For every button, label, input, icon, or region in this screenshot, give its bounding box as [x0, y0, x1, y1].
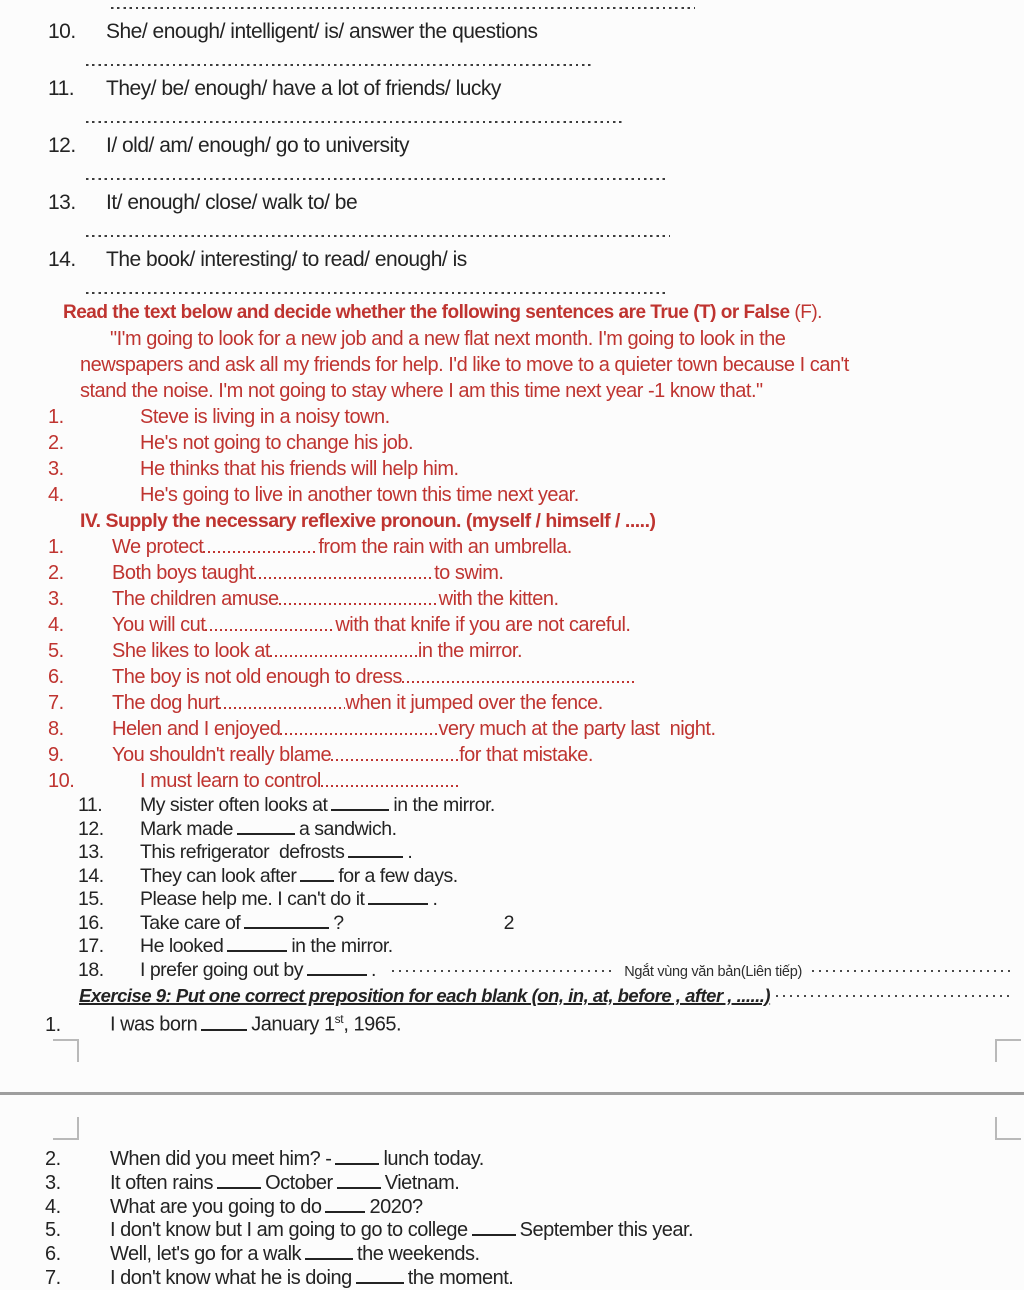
text-run: .: [407, 841, 413, 863]
blank-line: [305, 1246, 353, 1260]
exercise9-heading: Exercise 9: Put one correct preposition for each blank (on, in, at, before , after , ......): [79, 985, 771, 1006]
fill-blank-item: [0, 865, 1024, 889]
item-number: 2.: [48, 562, 64, 584]
item-text: [140, 482, 1024, 508]
fill-blank-item: [0, 1219, 1024, 1243]
fill-blank-item: [0, 959, 1024, 985]
fill-blank-item: [0, 560, 1024, 586]
passage-text: [80, 328, 785, 350]
item-text: [112, 768, 1024, 794]
text-run: Please help me. I can't do it: [140, 888, 365, 910]
blank-line: [203, 541, 318, 553]
blank-line: [331, 797, 389, 811]
item-text: [106, 189, 1024, 216]
fill-blank-item: [0, 1196, 1024, 1220]
dotted-answer-line: [86, 177, 669, 180]
text-run: When did you meet him? -: [110, 1148, 332, 1171]
true-false-item: [0, 430, 1024, 456]
text-run: I prefer going out by: [140, 958, 303, 981]
item-text: [112, 612, 1024, 638]
blank-line: [368, 891, 428, 905]
text-run: The boy is not old enough to dress: [112, 666, 402, 688]
text-run: the moment.: [407, 1266, 514, 1289]
reading-passage: [0, 326, 1024, 404]
dotted-answer-line: [86, 234, 670, 237]
item-text: [112, 716, 1024, 742]
section-break-dots: [812, 970, 1010, 972]
exercise9-items-page1: [0, 1008, 1024, 1037]
item-number: 3.: [45, 1171, 61, 1194]
item-text: [112, 690, 1024, 716]
section-break-dots: [392, 970, 614, 972]
text-run: She/ enough/ intelligent/ is/ answer the questions: [106, 20, 538, 43]
page1-bottom-left-crop-mark: [53, 1039, 79, 1062]
item-number: 1.: [45, 1013, 61, 1036]
page2-top-left-crop-mark: [53, 1117, 79, 1140]
fill-blank-item: [0, 612, 1024, 638]
blank-line: [227, 938, 287, 952]
passage-text: [80, 380, 763, 402]
text-run: I was born: [110, 1013, 198, 1036]
fill-blank-item: [0, 841, 1024, 865]
item-number: 10.: [48, 20, 76, 43]
dotted-answer-line: [86, 120, 622, 123]
item-text: [110, 1243, 1024, 1267]
item-text: [112, 586, 1024, 612]
item-number: 17.: [78, 935, 104, 957]
text-run: ?: [333, 911, 344, 934]
text-run: October: [265, 1171, 333, 1194]
blank-line: [402, 671, 637, 683]
black-items-list: [0, 794, 1024, 959]
item-number: 2.: [48, 432, 64, 454]
item-text: [112, 742, 1024, 768]
passage-line: [0, 352, 1024, 378]
item-text: [140, 912, 1024, 936]
text-run: very much at the party last night.: [438, 718, 716, 740]
item-text: [140, 404, 1024, 430]
true-false-heading: [0, 300, 1024, 326]
text-run: You will cut: [112, 614, 206, 636]
blank-line: [348, 844, 403, 858]
text-run: Well, let's go for a walk: [110, 1242, 302, 1265]
blank-line: [237, 821, 295, 835]
text-run: I/ old/ am/ enough/ go to university: [106, 134, 410, 157]
text-run: with the kitten.: [438, 588, 559, 610]
text-run: stand the noise. I'm not going to stay where I am this time next year -1 know that.": [80, 380, 763, 402]
blank-line: [244, 915, 329, 929]
item-text: [140, 430, 1024, 456]
text-run: I don't know what he is doing: [110, 1266, 352, 1289]
text-run: They can look after: [140, 864, 297, 887]
dotted-answer-line: [86, 291, 666, 294]
fill-blank-item: [0, 912, 1024, 936]
text-run: newspapers and ask all my friends for help. I'd like to move to a quieter town because I can't: [80, 354, 849, 376]
section-break-label: Ngắt vùng văn bản(Liên tiếp): [624, 963, 802, 980]
fill-blank-item: [0, 716, 1024, 742]
reflexive-items-red: [0, 534, 1024, 794]
text-run: Helen and I enjoyed: [112, 718, 281, 740]
fill-blank-item: [0, 1008, 1024, 1037]
blank-line: [331, 749, 459, 761]
page2-top-right-crop-mark: [995, 1117, 1021, 1140]
item-text: [140, 818, 1024, 842]
blank-line: [300, 868, 334, 882]
fill-blank-item: [0, 586, 1024, 612]
item-number: 8.: [48, 718, 64, 740]
fill-blank-item: [0, 1243, 1024, 1267]
passage-line: [0, 326, 1024, 352]
item-number: 12.: [48, 134, 76, 157]
blank-line: [307, 962, 367, 976]
page1-bottom-right-crop-mark: [995, 1039, 1021, 1062]
item-text: [112, 664, 1024, 690]
text-run: "I'm going to look for a new job and a new flat next month. I'm going to look in the: [110, 328, 786, 350]
blank-line: [280, 723, 438, 735]
true-false-item: [0, 456, 1024, 482]
text-run: for that mistake.: [459, 744, 593, 766]
fill-blank-item: [0, 742, 1024, 768]
text-run: He's going to live in another town this time next year.: [140, 484, 579, 506]
text-run: It/ enough/ close/ walk to/ be: [106, 191, 358, 214]
item-text: [140, 935, 1024, 959]
item-number: 12.: [78, 817, 104, 840]
item-number: 4.: [48, 614, 64, 636]
text-run: in the mirror.: [417, 640, 523, 662]
completion-items-list: [0, 18, 1024, 294]
item-text: [140, 841, 1024, 865]
text-run: for a few days.: [338, 864, 458, 887]
superscript: st: [334, 1012, 344, 1026]
text-run: She likes to look at: [112, 640, 270, 662]
completion-items-section: [0, 0, 1024, 294]
item-text: [110, 1148, 1024, 1172]
blank-line: [279, 593, 439, 605]
page-break-zone: [0, 1037, 1024, 1148]
true-false-item: [0, 482, 1024, 508]
reflexive-heading: IV. Supply the necessary reflexive pronoun. (myself / himself / .....): [80, 510, 656, 532]
item-text: [106, 132, 1024, 159]
item-number: 3.: [48, 458, 64, 480]
item-text: [112, 638, 1024, 664]
text-run: Vietnam.: [384, 1171, 460, 1194]
blank-line: [270, 645, 418, 657]
text-run: lunch today.: [383, 1148, 484, 1171]
item-number: 3.: [48, 588, 64, 610]
item-text: [110, 1267, 1024, 1290]
exercise9-heading-row: [0, 984, 1024, 1008]
item-number: 7.: [48, 692, 64, 714]
item-number: 13.: [78, 841, 104, 863]
passage-line: [0, 378, 1024, 404]
blank-line: [217, 1175, 261, 1189]
list-item: [0, 18, 1024, 66]
item-number: 14.: [48, 248, 76, 271]
fill-blank-item: [0, 664, 1024, 690]
fill-blank-item: [0, 1148, 1024, 1172]
list-item: [0, 246, 1024, 294]
item-number: 6.: [48, 666, 64, 688]
true-false-item: [0, 404, 1024, 430]
text-run: when it jumped over the fence.: [345, 692, 603, 714]
text-run: the weekends.: [357, 1242, 480, 1265]
text-run: This refrigerator defrosts: [140, 841, 345, 863]
item-number: 5.: [45, 1219, 61, 1242]
blank-line: [337, 1175, 381, 1189]
item-text: [110, 1172, 1024, 1196]
text-run: a sandwich.: [299, 817, 397, 840]
exercise9-items-page2: [0, 1148, 1024, 1290]
blank-line: [205, 619, 335, 631]
heading-normal-text: (F).: [789, 302, 822, 323]
list-item: [0, 189, 1024, 237]
text-run: Steve is living in a noisy town.: [140, 406, 390, 428]
text-run: in the mirror.: [393, 794, 495, 816]
item-text: [106, 75, 1024, 102]
blank-line: [356, 1270, 404, 1284]
blank-line: [254, 567, 434, 579]
item-text: [140, 794, 1024, 818]
blank-line: [335, 1151, 379, 1165]
list-item: [0, 132, 1024, 180]
spacer: [80, 344, 110, 345]
text-run: Both boys taught: [112, 562, 255, 584]
text-run: He looked: [140, 935, 224, 957]
text-run: in the mirror.: [291, 935, 393, 957]
text-run: I must learn to control: [140, 770, 321, 792]
item-number: 16.: [78, 911, 104, 934]
text-run: The book/ interesting/ to read/ enough/ is: [106, 248, 467, 271]
text-run: Take care of: [140, 911, 241, 934]
item-number: 4.: [48, 484, 64, 506]
fill-blank-item: [0, 1172, 1024, 1196]
item-text: [140, 888, 1024, 912]
blank-line: [472, 1222, 516, 1236]
item-number: 7.: [45, 1266, 61, 1289]
text-run: .: [432, 888, 438, 910]
text-run: Mark made: [140, 817, 234, 840]
text-run: September this year.: [519, 1219, 694, 1242]
text-run: He's not going to change his job.: [140, 432, 414, 454]
text-run: with that knife if you are not careful.: [335, 614, 631, 636]
item-number: 13.: [48, 191, 76, 214]
dotted-answer-line: [86, 63, 591, 66]
item-number: 6.: [45, 1242, 61, 1265]
reflexive-items-black: [0, 794, 1024, 984]
item-number: 4.: [45, 1195, 61, 1218]
text-run: You shouldn't really blame: [112, 744, 332, 766]
item-text: [112, 534, 1024, 560]
text-run: to swim.: [434, 562, 504, 584]
text-run: from the rain with an umbrella.: [318, 536, 572, 558]
item-number: 15.: [78, 888, 104, 910]
item-number: 1.: [48, 536, 64, 558]
fill-blank-item: [0, 1267, 1024, 1290]
list-item: [0, 75, 1024, 123]
item-text: [140, 456, 1024, 482]
item-text: [140, 865, 1024, 889]
item-number: 1.: [48, 406, 64, 428]
text-run: They/ be/ enough/ have a lot of friends/ lucky: [106, 77, 501, 100]
fill-blank-item: [0, 768, 1024, 794]
dotted-answer-line: [111, 6, 695, 9]
spacer: [112, 786, 140, 787]
item-18-with-section-break: [0, 959, 1024, 985]
fill-blank-item: [0, 690, 1024, 716]
text-run: My sister often looks at: [140, 794, 328, 816]
text-run: He thinks that his friends will help him.: [140, 458, 459, 480]
text-run: January 1: [251, 1013, 335, 1036]
item-text: [106, 18, 1024, 45]
fill-blank-item: [0, 794, 1024, 818]
item-text: [110, 1008, 1024, 1037]
true-false-items: [0, 404, 1024, 508]
item-number: 18.: [78, 958, 104, 981]
item-number: 2.: [45, 1148, 61, 1171]
item-text: [106, 246, 1024, 273]
blank-line: [321, 775, 461, 787]
text-run: It often rains: [110, 1171, 214, 1194]
fill-blank-item: [0, 935, 1024, 959]
text-run: What are you going to do: [110, 1195, 322, 1218]
item-number: 5.: [48, 640, 64, 662]
item-number: 14.: [78, 864, 104, 887]
blank-line: [325, 1199, 365, 1213]
section-break-dots: [776, 995, 1012, 997]
item-text: [140, 959, 376, 983]
item-number: 10.: [48, 770, 75, 792]
fill-blank-item: [0, 888, 1024, 912]
fill-blank-item: [0, 638, 1024, 664]
passage-text: [80, 354, 849, 376]
text-run: 2020?: [369, 1195, 423, 1218]
red-text-section: [0, 300, 1024, 794]
blank-line: [201, 1017, 247, 1031]
text-run: The dog hurt: [112, 692, 220, 714]
item-text: [112, 560, 1024, 586]
text-run: 2: [503, 911, 514, 934]
item-text: [110, 1196, 1024, 1220]
blank-line: [219, 697, 345, 709]
fill-blank-item: [0, 534, 1024, 560]
text-run: , 1965.: [343, 1013, 402, 1036]
item-number: 11.: [48, 77, 75, 100]
text-run: .: [370, 958, 376, 981]
item-number: 9.: [48, 744, 64, 766]
spacer: [344, 928, 504, 929]
item-text: [110, 1219, 1024, 1243]
heading-bold-text: Read the text below and decide whether the following sentences are True (T) or False: [63, 302, 790, 323]
text-run: I don't know but I am going to go to college: [110, 1219, 468, 1242]
item-number: 11.: [78, 794, 103, 816]
text-run: The children amuse: [112, 588, 279, 610]
page-divider-line: [0, 1092, 1024, 1095]
fill-blank-item: [0, 818, 1024, 842]
text-run: We protect: [112, 536, 204, 558]
